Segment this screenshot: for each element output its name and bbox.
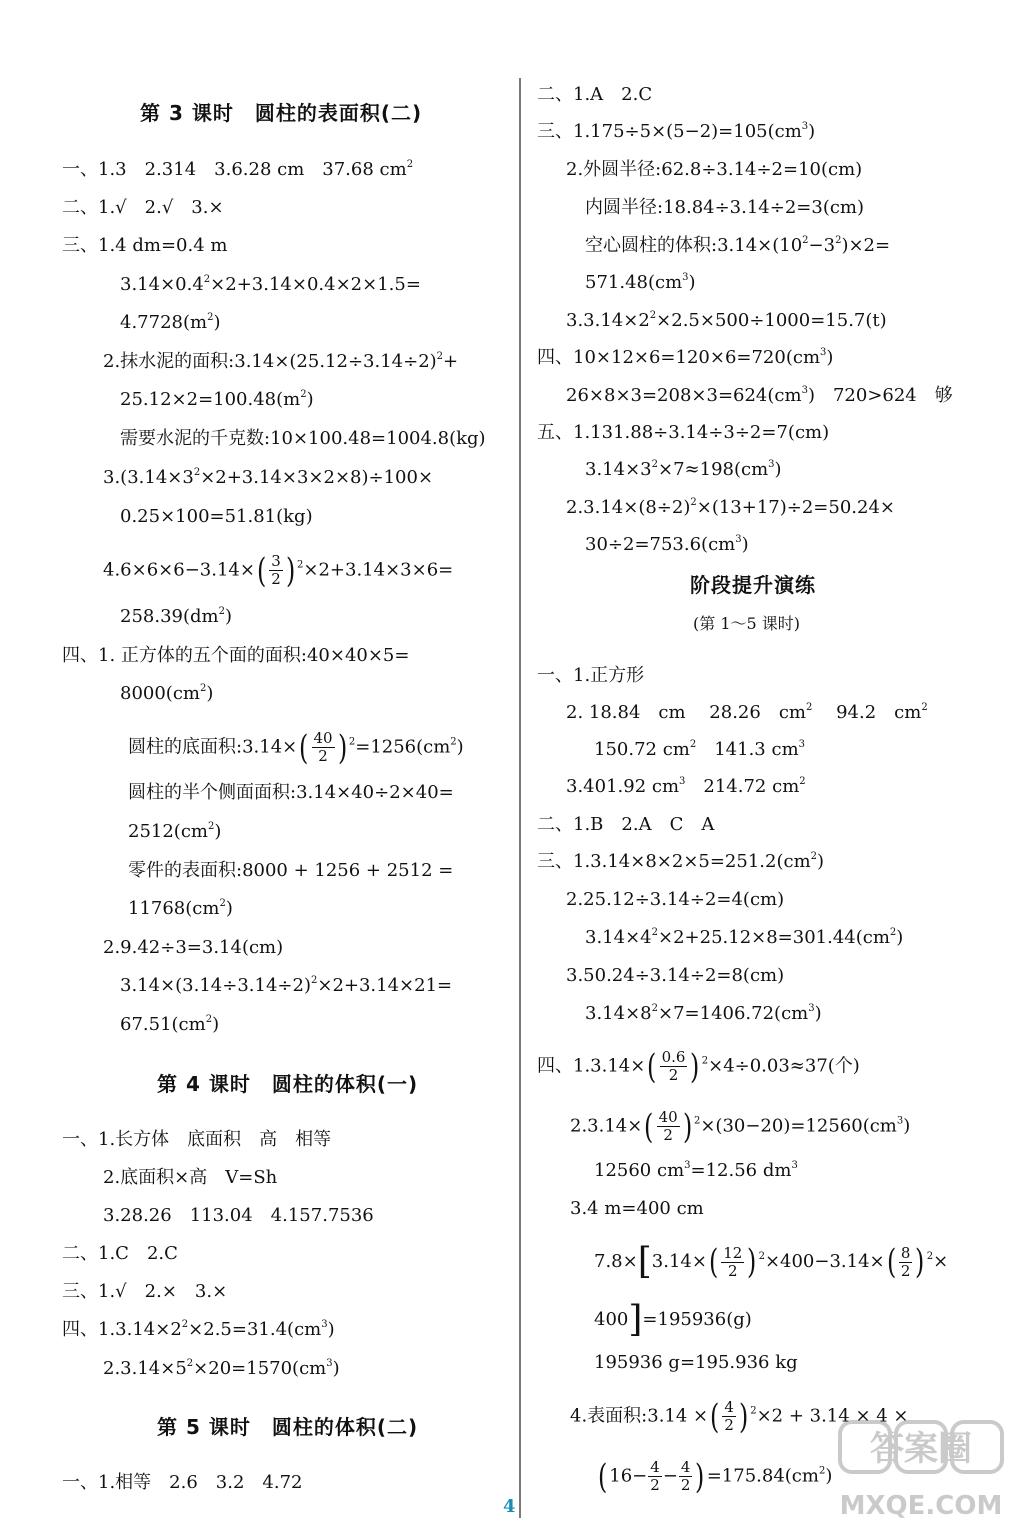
- answer-line: 二、1.A 2.C: [537, 84, 653, 105]
- section-subtitle: (第 1～5 课时): [693, 614, 801, 633]
- answer-line: 3.4 m=400 cm: [570, 1198, 704, 1219]
- answer-line: $30\div 2=753.6(cm^3)$: [585, 534, 749, 555]
- fraction-group: ( $\frac{40}{2}$ ): [299, 727, 347, 768]
- answer-line: 0.25×100=51.81(kg): [120, 506, 313, 527]
- section-title-lesson5: 第 5 课时 圆柱的体积(二): [157, 1415, 419, 1439]
- answer-line: ( 16− $\frac{4}{2}$ − $\frac{4}{2}$ ) $=175.84(cm^2)$: [597, 1456, 833, 1497]
- fraction-group: ( $\frac{12}{2}$ ): [708, 1242, 757, 1282]
- answer-line: 空心圆柱的体积$:3.14\times(10^2-3^2)\times 2=$: [585, 235, 891, 256]
- fraction-group: ( $\frac{4}{2}$ ): [710, 1396, 749, 1437]
- answer-line: 圆柱的半个侧面面积:3.14×40÷2×40=: [128, 782, 454, 803]
- answer-line: 195936 g=195.936 kg: [594, 1352, 798, 1373]
- fraction: $\frac{12}{2}$: [723, 1243, 743, 1280]
- answer-line: 五、1.131.88÷3.14÷3÷2=7(cm): [537, 422, 830, 443]
- fraction: $\frac{40}{2}$: [313, 729, 333, 765]
- fraction-group: ( $\frac{3}{2}$ ): [256, 550, 296, 591]
- fraction: $\frac{3}{2}$: [271, 552, 281, 588]
- answer-line: 三、1.√ 2.× 3.×: [62, 1281, 228, 1302]
- section-title-lesson4: 第 4 课时 圆柱的体积(一): [157, 1072, 419, 1096]
- answer-line: $2512(cm^2)$: [128, 821, 222, 842]
- answer-line: 2.底面积×高 V=Sh: [103, 1167, 278, 1188]
- answer-line: 三、$1.3.14\times 8\times 2\times 5=251.2(cm^2)$: [537, 851, 825, 872]
- fraction-group: ( $\frac{0.6}{2}$ ): [647, 1046, 700, 1087]
- watermark-text: 答案圈: [870, 1429, 972, 1469]
- answer-line: 四、1.3.14× ( $\frac{0.6}{2}$ ) $^2$×4÷0.03≈37(个): [537, 1046, 860, 1087]
- answer-line: 三、1.4 dm=0.4 m: [62, 235, 228, 256]
- answer-line: $4.7728(m^2)$: [120, 312, 221, 333]
- answer-line: 四、1. 正方体的五个面的面积:40×40×5=: [62, 645, 410, 666]
- answer-line: 二、1.√ 2.√ 3.×: [62, 197, 224, 218]
- answer-line: $3.14\times 4^2\times 2+25.12\times 8=301.44(cm^2)$: [585, 927, 904, 948]
- answer-line: 零件的表面积:8000 + 1256 + 2512 =: [128, 860, 454, 881]
- answer-line: $2.3.14\times(8\div 2)^2\times(13+17)\div 2=50.24\times$: [566, 497, 895, 518]
- fraction-group: ( $\frac{40}{2}$ ): [644, 1106, 692, 1147]
- page-number: 4: [503, 1496, 516, 1517]
- answer-line: $571.48(cm^3)$: [585, 272, 696, 293]
- answer-line: 圆柱的底面积:3.14× ( $\frac{40}{2}$ ) $^2=1256(cm^2)$: [128, 727, 464, 768]
- answer-line: $258.39(dm^2)$: [120, 606, 233, 627]
- fraction-group: ( $\frac{8}{2}$ ): [886, 1242, 925, 1282]
- answer-line: 3.28.26 113.04 4.157.7536: [103, 1205, 374, 1226]
- answer-line: 四、$10\times 12\times 6=120\times 6=720(cm^3)$: [537, 347, 834, 368]
- answer-line: 2. 18.84 cm 28.26 $cm^2$ 94.2 $cm^2$: [566, 702, 928, 723]
- answer-line: 3.50.24÷3.14÷2=8(cm): [566, 965, 785, 986]
- fraction: $\frac{0.6}{2}$: [661, 1048, 686, 1084]
- answer-line: 二、1.C 2.C: [62, 1243, 178, 1264]
- section-title-stage-review: 阶段提升演练: [690, 573, 816, 597]
- answer-line: 四、$1.3.14\times 2^2\times 2.5=31.4(cm^3)$: [62, 1319, 335, 1340]
- answer-line: $11768(cm^2)$: [128, 898, 233, 919]
- answer-line: $2.3.14\times 5^2\times 20=1570(cm^3)$: [103, 1358, 340, 1379]
- fraction: $\frac{8}{2}$: [900, 1243, 911, 1280]
- answer-line: $3.14\times 0.4^2\times 2+3.14\times 0.4\times 2\times 1.5=$: [120, 274, 421, 295]
- answer-line: 4.表面积:3.14 × ( $\frac{4}{2}$ ) $^2$×2 + 3.14 × 4 ×: [570, 1396, 909, 1437]
- answer-line: 三、$1.175\div 5\times(5-2)=105(cm^3)$: [537, 121, 816, 142]
- answer-line: 2.25.12÷3.14÷2=4(cm): [566, 889, 785, 910]
- fraction: $\frac{4}{2}$: [650, 1458, 660, 1494]
- answer-line: 需要水泥的千克数:10×100.48=1004.8(kg): [120, 428, 486, 449]
- fraction: $\frac{40}{2}$: [658, 1108, 678, 1144]
- column-divider: [519, 78, 521, 1518]
- answer-line: 一、1.长方体 底面积 高 相等: [62, 1129, 332, 1150]
- answer-line: $67.51(cm^2)$: [120, 1014, 220, 1035]
- answer-line: 2.9.42÷3=3.14(cm): [103, 937, 284, 958]
- answer-line: 7.8× [ 3.14× ( $\frac{12}{2}$ ) $^2$×400−3.14× ( $\frac{8}{2}$ ) $^2$×: [594, 1241, 949, 1282]
- answer-line: 150.72 $cm^2$ 141.3 $cm^3$: [594, 739, 806, 760]
- section-title-lesson3: 第 3 课时 圆柱的表面积(二): [140, 101, 423, 125]
- answer-line: $25.12\times 2=100.48(m^2)$: [120, 389, 314, 410]
- answer-line: 二、1.B 2.A C A: [537, 814, 715, 835]
- answer-line: 2.外圆半径:62.8÷3.14÷2=10(cm): [566, 159, 863, 180]
- answer-line: $8000(cm^2)$: [120, 683, 214, 704]
- answer-line: $26\times 8\times 3=208\times 3=624(cm^3)$ 720>624 够: [566, 385, 953, 406]
- watermark-url: MXQE.COM: [839, 1491, 1003, 1521]
- answer-line: 内圆半径:18.84÷3.14÷2=3(cm): [585, 197, 865, 218]
- answer-line: 一、1.正方形: [537, 665, 645, 686]
- answer-line: 400 ] =195936(g): [594, 1299, 752, 1340]
- answer-line: $3.14\times 8^2\times 7=1406.72(cm^3)$: [585, 1003, 822, 1024]
- watermark-logo: [836, 1418, 1006, 1526]
- answer-line: 3.401.92 $cm^3$ 214.72 $cm^2$: [566, 776, 806, 797]
- answer-line: 2.3.14× ( $\frac{40}{2}$ ) $^2\times(30-20)=12560(cm^3)$: [570, 1106, 911, 1147]
- answer-line: 一、1.3 2.314 3.6.28 cm 37.68 $cm^2$: [62, 159, 414, 180]
- answer-line: 12560 $cm^3=12.56$ $dm^3$: [594, 1160, 798, 1181]
- answer-line: $3.(3.14\times 3^2\times 2+3.14\times 3\times 2\times 8)\div 100\times$: [103, 467, 434, 488]
- answer-line: 2.抹水泥的面积$:3.14\times(25.12\div 3.14\div 2)^2+$: [103, 351, 459, 372]
- answer-line: $3.3.14\times 2^2\times 2.5\times 500\div 1000=15.7(t)$: [566, 310, 887, 331]
- answer-line: $3.14\times(3.14\div 3.14\div 2)^2\times 2+3.14\times 21=$: [120, 975, 453, 996]
- fraction: $\frac{4}{2}$: [680, 1458, 691, 1494]
- answer-line: 一、1.相等 2.6 3.2 4.72: [62, 1472, 303, 1493]
- answer-line: $3.14\times 3^2\times 7\approx 198(cm^3)$: [585, 459, 782, 480]
- answer-line: 4.6×6×6−3.14× ( $\frac{3}{2}$ ) $^2$×2+3.14×3×6=: [103, 550, 454, 591]
- fraction: $\frac{4}{2}$: [724, 1398, 734, 1434]
